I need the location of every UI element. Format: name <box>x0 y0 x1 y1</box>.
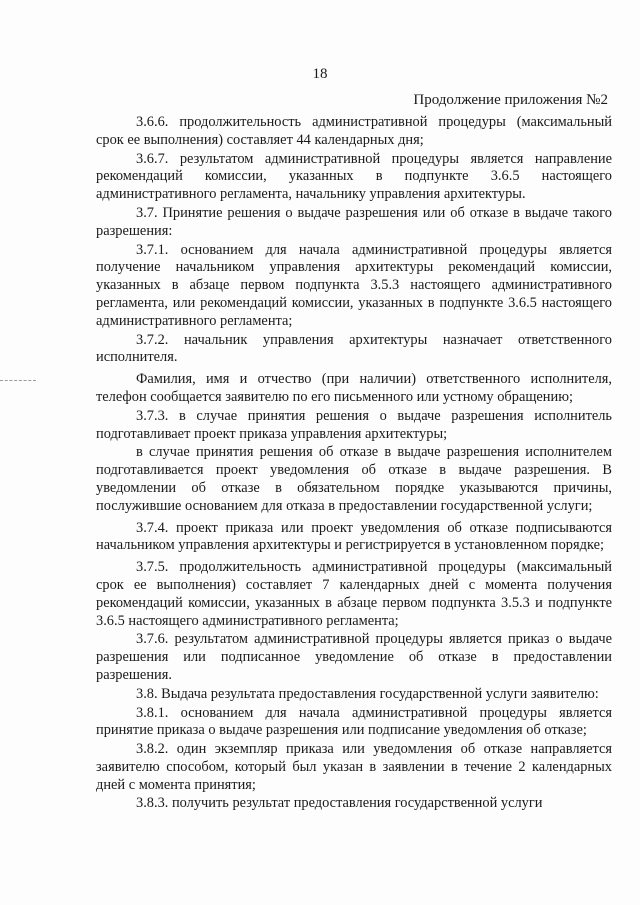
paragraph-3-7-4: 3.7.4. проект приказа или проект уведомления об отказе подписываются начальником управления архитектуры и регистрируется в установленном порядке; <box>96 519 612 554</box>
paragraph-3-7-3: 3.7.3. в случае принятия решения о выдаче разрешения исполнитель подготавливает проект приказа управления архитектуры; <box>96 407 612 442</box>
paragraph-3-7-6: 3.7.6. результатом административной процедуры является приказ о выдаче разрешения или подписанное уведомление об отказе в предоставлении разрешения. <box>96 631 612 683</box>
paragraph-3-7: 3.7. Принятие решения о выдаче разрешения или об отказе в выдаче такого разрешения: <box>96 204 612 239</box>
paragraph-3-6-6: 3.6.6. продолжительность административной процедуры (максимальный срок ее выполнения) составляет 44 календарных дня; <box>96 114 612 148</box>
paragraph-3-7-2: 3.7.2. начальник управления архитектуры назначает ответственного исполнителя. <box>96 331 612 366</box>
paragraph-3-8-3: 3.8.3. получить результат предоставления государственной услуги <box>136 795 543 812</box>
paragraph-3-8-2: 3.8.2. один экземпляр приказа или уведомления об отказе направляется заявителю способом, который был указан в заявлении в течение 2 календарных дней с момента принятия; <box>96 741 612 793</box>
paragraph-3-8: 3.8. Выдача результата предоставления государственной услуги заявителю: <box>136 685 599 702</box>
paragraph-refusal-notice: в случае принятия решения об отказе в выдаче разрешения исполнителем подготавливается проект уведомления об отказе в выдаче разрешения. В уведомлении об отказе в обязательном порядке указываются причины, послужившие основанием для отказа в предоставлении государственной услуги; <box>96 444 612 514</box>
paragraph-executor-contact: Фамилия, имя и отчество (при наличии) ответственного исполнителя, телефон сообщается заявителю по его письменного или устному обращению; <box>96 371 612 405</box>
paragraph-3-8-1: 3.8.1. основанием для начала административной процедуры является принятие приказа о выдаче разрешения или подписание уведомления об отказе; <box>96 704 612 739</box>
scan-artifact-line <box>0 380 36 381</box>
paragraph-3-7-5: 3.7.5. продолжительность административной процедуры (максимальный срок ее выполнения) составляет 7 календарных дней с момента получения рекомендаций комиссии, указанных в абзаце первом подпункта 3.5.3 и подпункте 3.6.5 настоящего административного регламента; <box>96 559 612 629</box>
paragraph-3-7-1: 3.7.1. основанием для начала административной процедуры является получение начальником управления архитектуры рекомендаций комиссии, указанных в абзаце первом подпункта 3.5.3 настоящего административного регламента, или рекомендаций комиссии, указанных в подпункте 3.6.5 настоящего административного регламента; <box>96 241 612 329</box>
paragraph-3-6-7: 3.6.7. результатом административной процедуры является направление рекомендаций комиссии, указанных в подпункте 3.6.5 настоящего административного регламента, начальнику управления архитектуры. <box>96 150 612 203</box>
appendix-continuation-note: Продолжение приложения №2 <box>413 92 608 108</box>
document-body <box>96 114 612 813</box>
page-number: 18 <box>312 66 328 82</box>
